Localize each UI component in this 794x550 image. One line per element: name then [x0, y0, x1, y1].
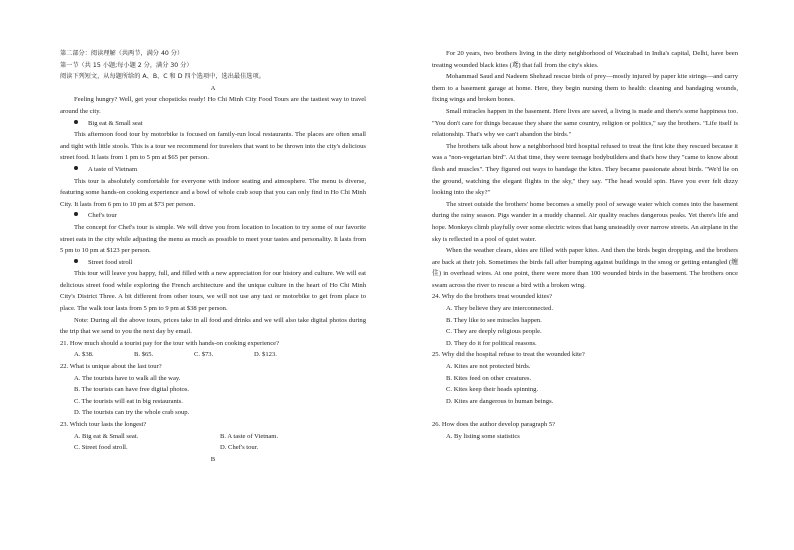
question-23-options — [60, 431, 366, 443]
spacer — [432, 407, 738, 419]
option: C. Kites keep their heads spinning. — [446, 386, 539, 394]
option: C. They are deeply religious people. — [446, 328, 542, 336]
left-column — [60, 48, 366, 465]
question-21-options — [60, 349, 366, 361]
passage-paragraph: For 20 years, two brothers living in the dirty neighborhood of Wazirabad in India's capital, Delhi, have been treating wounded black kites (鸢) that fall from the city's skies. — [432, 50, 738, 69]
passage-paragraph: Small miracles happen in the basement. Here lives are saved, a living is made and there's some happiness too. "You don't care for things because they share the same country, religion or politics," say the brothers. "Life itself is relationship. That's why we can't abandon the birds." — [432, 107, 738, 139]
section-title: 第一节（共 15 小题;每小题 2 分，满分 30 分） — [60, 61, 193, 69]
option: B. The tourists can have free digital photos. — [74, 386, 190, 394]
bullet-icon — [74, 120, 78, 124]
passage-paragraph: When the weather clears, skies are filled with paper kites. And then the birds begin dropping, and the brothers are back at their job. Sometimes the birds fall after bumping against buildings in the smog or getting entangled (缠住) in overhead wires. At one point, there were more than 100 wounded birds in the basement. The brothers once swam across the river to rescue a bird with a broken wing. — [432, 247, 738, 289]
question-23-options — [60, 442, 366, 454]
option: C. The tourists will eat in big restaurants. — [74, 397, 183, 405]
bullet-icon — [74, 166, 78, 170]
option: A. By listing some statistics — [446, 432, 520, 440]
instruction: 阅读下列短文，从每题所给的 A、B、C 和 D 四个选项中，选出最佳选项。 — [60, 73, 265, 81]
note-paragraph: Note: During all the above tours, prices take in all food and drinks and we will also take digital photos during the trip that we send to you the next day by email. — [60, 316, 366, 336]
passage-paragraph: The brothers talk about how a neighborhood bird hospital refused to treat the first kite they rescued because it was a "non-vegetarian bird". At that time, they were teenage bodybuilders and that's how they "came to know about flesh and muscles". They figured out ways to bandage the kites. They became passionate about birds. "We'd lie on the ground, watching the elegant flights in the sky," they say. "The head would spin. Have you ever felt dizzy looking into the sky?" — [432, 142, 738, 197]
question-25: 25. Why did the hospital refuse to treat the wounded kite? — [432, 351, 585, 359]
tour-description: The concept for Chef's tour is simple. We will drive you from location to location to try some of our favorite street eats in the city while adjusting the menu as much as possible to meet your tastes and personality. It lasts from 5 pm to 10 pm at $123 per person. — [60, 223, 366, 255]
passage-paragraph: The street outside the brothers' home becomes a smelly pool of sewage water which comes into the basement during the rainy season. Pigs wander in a muddy channel. Air quality reaches dangerous peaks. Yet there's life and hope. Monkeys climb playfully over some electric wires that hang unsteadily over narrow streets. An airplane in the sky is reflected in a pool of quiet water. — [432, 200, 738, 243]
option: D. They do it for political reasons. — [446, 339, 537, 347]
passage-paragraph: Mohammad Saud and Nadeem Shehzad rescue birds of prey—mostly injured by paper kite strings—and carry them to a basement garage at home. Here, they begin nursing them to health: cleaning and bandaging wounds, fixing wings and broken bones. — [432, 73, 738, 104]
option: C. $73. — [194, 351, 214, 359]
part-title: 第二部分：阅读理解（共两节，满分 40 分） — [60, 50, 184, 57]
option: A. Kites are not protected birds. — [446, 363, 531, 371]
option: A. $38. — [74, 351, 94, 359]
option: D. $123. — [254, 351, 277, 359]
tour-description: This tour is absolutely comfortable for everyone with indoor seating and atmosphere. The menu is diverse, featuring some hands-on cooking experience and a bowl of whole crab soup that you can only find in Ho Chi Minh City. It lasts from 6 pm to 10 pm at $73 per person. — [60, 177, 366, 208]
question-23: 23. Which tour lasts the longest? — [60, 421, 147, 428]
option: B. Kites feed on other creatures. — [446, 374, 532, 382]
question-22: 22. What is unique about the last tour? — [60, 363, 162, 371]
option: D. Kites are dangerous to human beings. — [446, 397, 554, 405]
tour-heading: Street food stroll — [60, 257, 366, 269]
option: B. A taste of Vietnam. — [220, 432, 279, 440]
option: C. Street food stroll. — [74, 444, 128, 452]
tour-description: This afternoon food tour by motorbike is focused on family-run local restaurants. The places are often small and tight with little stools. This is a tour we recommend for travelers that want to be thrown into the city's delicious street food. It lasts from 1 pm to 5 pm at $65 per person. — [60, 131, 366, 162]
passage-a-label: A — [210, 84, 216, 92]
option: D. The tourists can try the whole crab soup. — [74, 409, 190, 417]
tour-heading: Chef's tour — [60, 210, 366, 222]
intro-paragraph: Feeling hungry? Well, get your chopsticks ready! Ho Chi Minh City Food Tours are the tastiest way to travel around the city. — [60, 96, 366, 115]
tour-heading: A taste of Vietnam — [60, 164, 366, 176]
option: D. Chef's tour. — [220, 444, 259, 452]
question-24: 24. Why do the brothers treat wounded kites? — [432, 293, 553, 301]
right-column — [432, 48, 738, 442]
tour-heading: Big eat & Small seat — [60, 118, 366, 130]
option: A. Big eat & Small seat. — [74, 432, 139, 440]
option: A. The tourists have to walk all the way. — [74, 374, 181, 382]
question-26: 26. How does the author develop paragraph 5? — [432, 421, 556, 428]
option: A. They believe they are interconnected. — [446, 305, 553, 313]
question-21: 21. How much should a tourist pay for the tour with hands-on cooking experience? — [60, 339, 280, 347]
option: B. $65. — [134, 351, 154, 359]
bullet-icon — [74, 259, 78, 263]
option: B. They like to see miracles happen. — [446, 316, 542, 324]
tour-description: This tour will leave you happy, full, and filled with a new appreciation for our history and culture. We will eat delicious street food while exploring the French architecture and the unique culture in the heart of Ho Chi Minh City's District Three. A bit different from other tours, we will not use any taxi or motorbike to get from place to place. The walk tour lasts from 5 pm to 9 pm at $38 per person. — [60, 270, 366, 313]
bullet-icon — [74, 212, 78, 216]
passage-b-label: B — [210, 455, 216, 463]
